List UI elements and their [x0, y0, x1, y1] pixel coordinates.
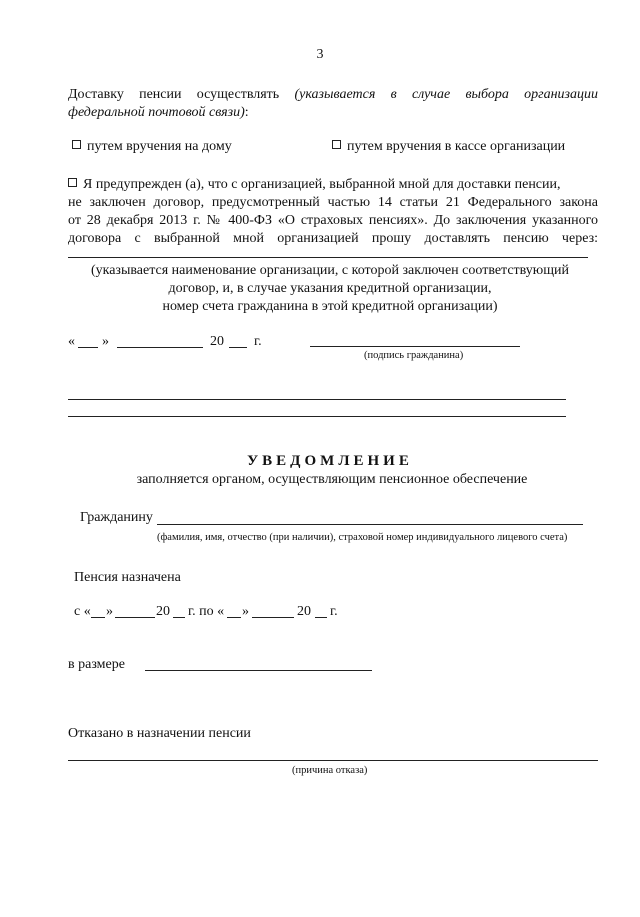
amount-label: в размере	[68, 657, 125, 672]
delivery-colon: :	[244, 105, 249, 120]
to-close-quote: »	[242, 604, 249, 619]
option-home-label: путем вручения на дому	[87, 139, 232, 154]
to-month-field[interactable]	[252, 617, 294, 618]
warning-line1[interactable]	[68, 177, 598, 193]
to-year-suffix: г.	[330, 604, 338, 619]
option-home[interactable]	[72, 139, 232, 155]
refused-label: Отказано в назначении пенсии	[68, 726, 251, 741]
reason-caption: (причина отказа)	[292, 765, 368, 776]
amount-field[interactable]	[145, 670, 372, 671]
org-input-line[interactable]	[68, 257, 588, 258]
from-month-field[interactable]	[115, 617, 155, 618]
from-day-field[interactable]	[91, 617, 105, 618]
date-close-quote: »	[102, 334, 109, 349]
date-day-field[interactable]	[78, 347, 98, 348]
date-year-prefix: 20	[210, 334, 224, 349]
option-cash-label: путем вручения в кассе организации	[347, 139, 566, 154]
warning-text-4: договора с выбранной мной организацией прошу доставлять пенсию через:	[68, 231, 598, 246]
warning-text-3: от 28 декабря 2013 г. № 400-ФЗ «О страховых пенсиях». До заключения указанного	[68, 213, 598, 228]
from-year-prefix: 20	[156, 604, 170, 619]
option-cash[interactable]	[332, 139, 565, 155]
notice-title: УВЕДОМЛЕНИЕ	[247, 453, 413, 469]
signature-field[interactable]	[310, 346, 520, 347]
signature-caption: (подпись гражданина)	[364, 350, 464, 361]
org-caption-1: (указывается наименование организации, с которой заключен соответствующий	[90, 263, 570, 278]
date-month-field[interactable]	[117, 347, 203, 348]
blank-line-1[interactable]	[68, 399, 566, 400]
from-year-field[interactable]	[173, 617, 185, 618]
to-label: г. по «	[188, 604, 225, 619]
pension-assigned-label: Пенсия назначена	[74, 570, 181, 585]
notice-subtitle: заполняется органом, осуществляющим пенсионное обеспечение	[136, 472, 528, 487]
refusal-reason-field[interactable]	[68, 760, 598, 761]
to-year-field[interactable]	[315, 617, 327, 618]
delivery-paragraph-line1	[68, 87, 598, 103]
page-number: 3	[316, 47, 324, 62]
option-cash-checkbox[interactable]	[332, 140, 341, 149]
warning-checkbox[interactable]	[68, 178, 77, 187]
delivery-note: (указывается в случае выбора организации	[294, 87, 599, 102]
delivery-note-cont: федеральной почтовой связи)	[68, 105, 245, 120]
org-caption-3: номер счета гражданина в этой кредитной организации)	[162, 299, 498, 314]
to-day-field[interactable]	[227, 617, 241, 618]
citizen-field[interactable]	[157, 524, 583, 525]
from-close-quote: »	[106, 604, 113, 619]
org-caption-2: договор, и, в случае указания кредитной организации,	[168, 281, 492, 296]
citizen-label: Гражданину	[80, 510, 153, 525]
delivery-label: Доставку пенсии осуществлять	[68, 87, 280, 102]
blank-line-2[interactable]	[68, 416, 566, 417]
date-open-quote: «	[68, 334, 75, 349]
warning-text-2: не заключен договор, предусмотренный частью 14 статьи 21 Федерального закона	[68, 195, 598, 210]
date-year-field[interactable]	[229, 347, 247, 348]
from-label: с «	[74, 604, 91, 619]
option-home-checkbox[interactable]	[72, 140, 81, 149]
date-year-suffix: г.	[254, 334, 262, 349]
to-year-prefix: 20	[297, 604, 311, 619]
citizen-caption: (фамилия, имя, отчество (при наличии), страховой номер индивидуального лицевого счета)	[157, 532, 568, 543]
delivery-paragraph-line2	[68, 105, 249, 121]
warning-text-1: Я предупрежден (а), что с организацией, выбранной мной для доставки пенсии,	[83, 177, 561, 192]
